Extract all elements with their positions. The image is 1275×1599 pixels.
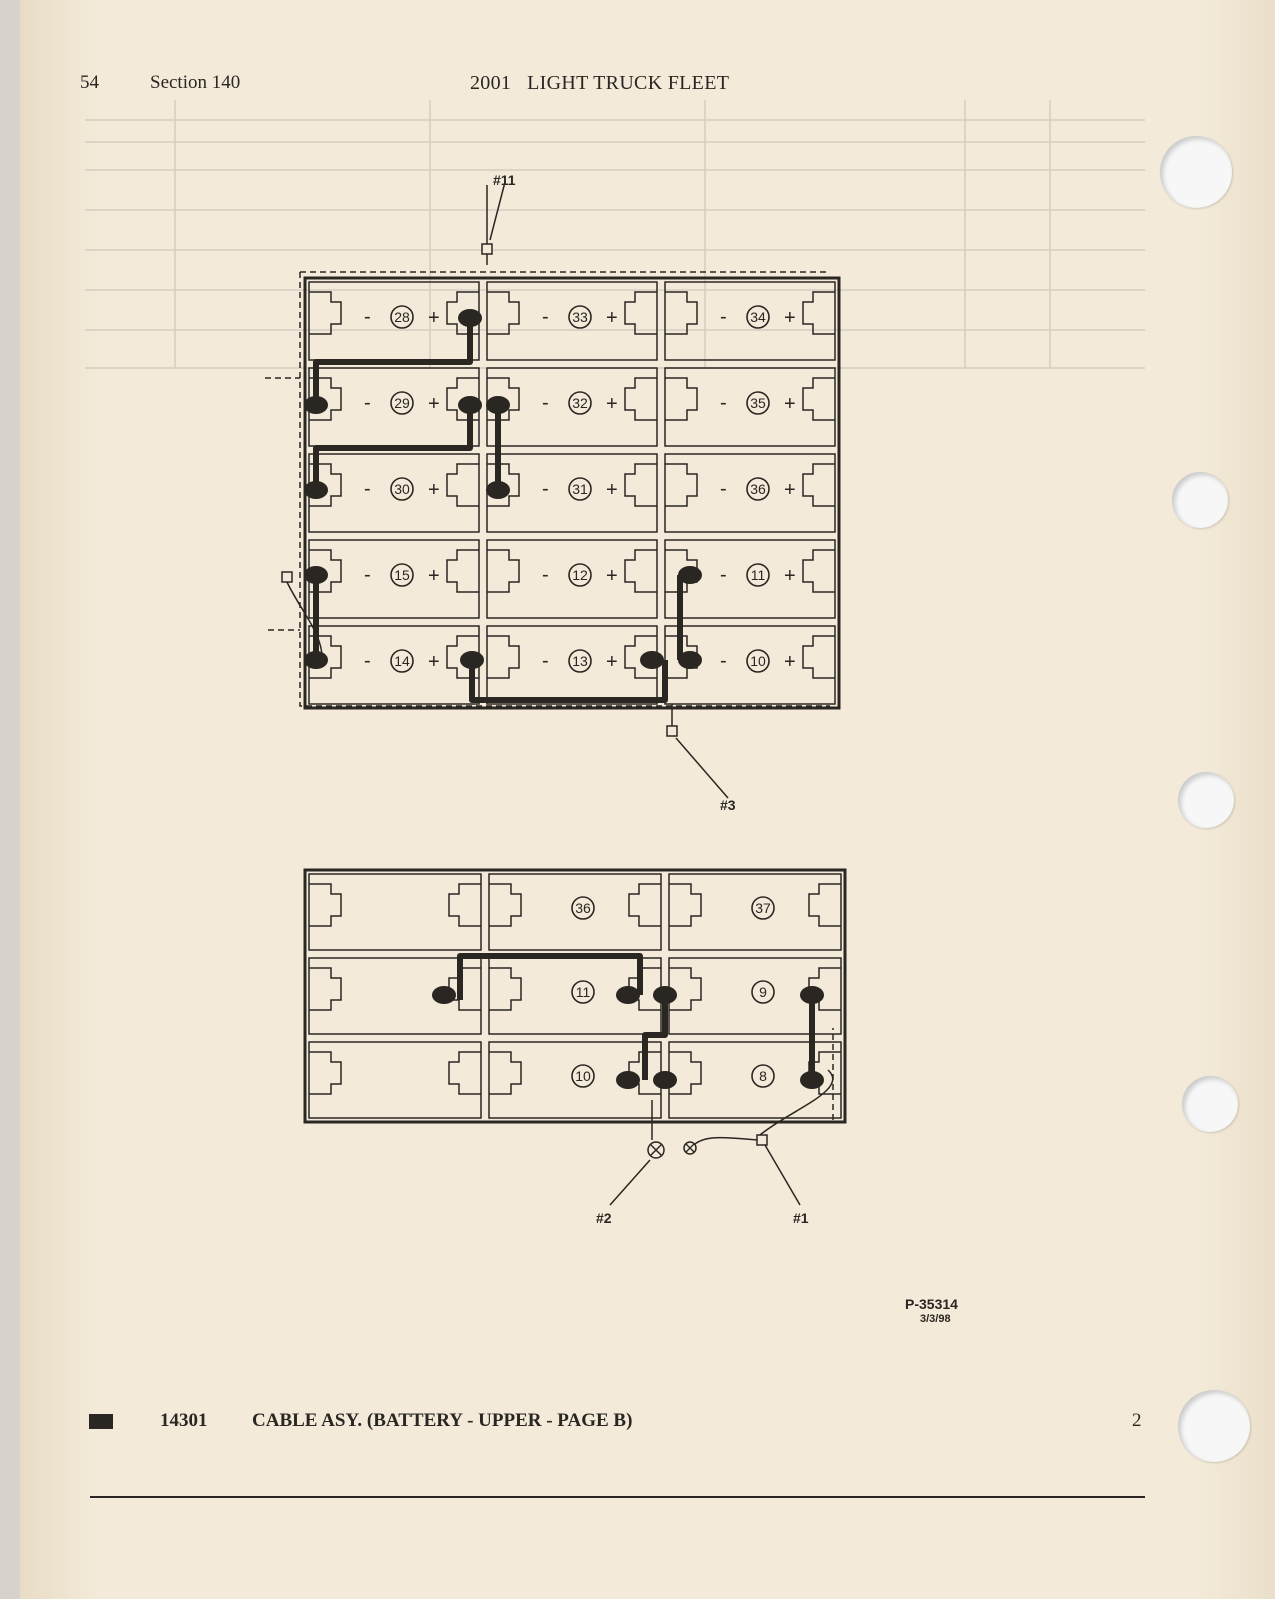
- terminal-clamp: [460, 651, 484, 669]
- terminal-notch: [309, 884, 341, 926]
- terminal-clamp: [616, 1071, 640, 1089]
- terminal-notch: [447, 464, 479, 506]
- polarity-minus: -: [720, 392, 727, 414]
- cell-number: 35: [750, 395, 766, 411]
- polarity-plus: +: [428, 393, 440, 415]
- cell-number: 36: [750, 481, 766, 497]
- terminal-notch: [625, 378, 657, 420]
- callout-2: #2: [596, 1210, 612, 1226]
- terminal-notch: [669, 884, 701, 926]
- footer-marker: [89, 1414, 113, 1429]
- terminal-notch: [803, 636, 835, 678]
- page-number: 54: [80, 72, 99, 93]
- figure-reference: P-35314: [905, 1296, 958, 1312]
- cell-number: 12: [572, 567, 588, 583]
- figure-date: 3/3/98: [920, 1313, 951, 1325]
- cable-path: [645, 995, 665, 1080]
- terminal-notch: [625, 550, 657, 592]
- page-title: 2001 LIGHT TRUCK FLEET: [470, 72, 730, 94]
- terminal-notch: [803, 378, 835, 420]
- terminal-clamp: [800, 986, 824, 1004]
- footer-part-code: 14301: [160, 1410, 208, 1431]
- polarity-minus: -: [542, 650, 549, 672]
- polarity-plus: +: [428, 479, 440, 501]
- terminal-notch: [803, 550, 835, 592]
- footer-title: CABLE ASY. (BATTERY - UPPER - PAGE B): [252, 1410, 633, 1431]
- section-label: Section 140: [150, 72, 241, 93]
- terminal-clamp: [800, 1071, 824, 1089]
- terminal-notch: [629, 884, 661, 926]
- polarity-plus: +: [784, 393, 796, 415]
- polarity-plus: +: [606, 393, 618, 415]
- battery-cell: [309, 1042, 481, 1118]
- terminal-clamp: [678, 651, 702, 669]
- polarity-minus: -: [364, 650, 371, 672]
- cell-number: 36: [575, 900, 591, 916]
- terminal-clamp: [458, 396, 482, 414]
- terminal-notch: [489, 884, 521, 926]
- cell-number: 13: [572, 653, 588, 669]
- terminal-clamp: [486, 481, 510, 499]
- connector-1: [757, 1135, 767, 1145]
- polarity-plus: +: [428, 307, 440, 329]
- terminal-notch: [449, 1052, 481, 1094]
- terminal-clamp: [678, 566, 702, 584]
- terminal-clamp: [653, 986, 677, 1004]
- cell-labels: [364, 306, 796, 1087]
- terminal-notch: [447, 550, 479, 592]
- polarity-minus: -: [364, 564, 371, 586]
- polarity-minus: -: [720, 306, 727, 328]
- terminal-notch: [665, 464, 697, 506]
- polarity-minus: -: [364, 306, 371, 328]
- terminal-notch: [309, 292, 341, 334]
- cable-path: [472, 660, 665, 700]
- polarity-minus: -: [720, 564, 727, 586]
- polarity-minus: -: [542, 306, 549, 328]
- terminal-notch: [665, 378, 697, 420]
- terminal-notch: [625, 464, 657, 506]
- cell-number: 10: [750, 653, 766, 669]
- terminal-notch: [489, 968, 521, 1010]
- terminal-clamp: [653, 1071, 677, 1089]
- polarity-plus: +: [784, 307, 796, 329]
- cell-number: 28: [394, 309, 410, 325]
- connector-11: [482, 244, 492, 254]
- cable-path: [460, 956, 640, 1000]
- terminal-clamp: [432, 986, 456, 1004]
- terminal-clamp: [304, 396, 328, 414]
- terminal-notch: [669, 1052, 701, 1094]
- terminal-notch: [489, 1052, 521, 1094]
- terminal-notch: [487, 292, 519, 334]
- cell-number: 11: [750, 567, 766, 583]
- cell-number: 9: [759, 984, 767, 1000]
- terminal-notch: [487, 550, 519, 592]
- footer-rule: [90, 1496, 1145, 1498]
- polarity-plus: +: [606, 651, 618, 673]
- terminal-notch: [449, 884, 481, 926]
- cell-number: 30: [394, 481, 410, 497]
- battery-cell: [309, 874, 481, 950]
- polarity-plus: +: [784, 565, 796, 587]
- polarity-minus: -: [364, 478, 371, 500]
- terminal-clamp: [616, 986, 640, 1004]
- terminal-notch: [487, 636, 519, 678]
- terminal-notch: [449, 968, 481, 1010]
- polarity-plus: +: [428, 651, 440, 673]
- polarity-plus: +: [784, 479, 796, 501]
- connector-3: [667, 726, 677, 736]
- lead-2-1: [610, 1100, 800, 1205]
- terminal-clamp: [304, 566, 328, 584]
- cell-number: 15: [394, 567, 410, 583]
- cell-number: 10: [575, 1068, 591, 1084]
- terminal-clamp: [304, 481, 328, 499]
- cell-number: 14: [394, 653, 410, 669]
- cell-number: 33: [572, 309, 588, 325]
- cell-number: 11: [575, 984, 591, 1000]
- polarity-plus: +: [606, 479, 618, 501]
- terminal-clamp: [304, 651, 328, 669]
- cell-number: 31: [572, 481, 588, 497]
- terminal-notch: [625, 292, 657, 334]
- cable-paths: [282, 182, 833, 1205]
- terminal-clamp: [486, 396, 510, 414]
- cell-number: 29: [394, 395, 410, 411]
- cell-number: 34: [750, 309, 766, 325]
- cell-number: 8: [759, 1068, 767, 1084]
- terminal-notch: [309, 1052, 341, 1094]
- terminal-notch: [309, 968, 341, 1010]
- terminal-clamp: [458, 309, 482, 327]
- polarity-minus: -: [542, 392, 549, 414]
- callout-3: #3: [720, 797, 736, 813]
- polarity-minus: -: [542, 478, 549, 500]
- callout-1: #1: [793, 1210, 809, 1226]
- terminal-notch: [809, 884, 841, 926]
- polarity-plus: +: [428, 565, 440, 587]
- footer-page-number: 2: [1132, 1410, 1142, 1431]
- callout-11: #11: [493, 172, 516, 188]
- connector-left: [282, 572, 292, 582]
- polarity-plus: +: [606, 307, 618, 329]
- terminal-notch: [803, 464, 835, 506]
- cell-number: 37: [755, 900, 771, 916]
- polarity-minus: -: [720, 478, 727, 500]
- terminal-clamp: [640, 651, 664, 669]
- polarity-minus: -: [542, 564, 549, 586]
- polarity-minus: -: [364, 392, 371, 414]
- terminal-notch: [665, 292, 697, 334]
- polarity-minus: -: [720, 650, 727, 672]
- lead-3: [672, 704, 728, 798]
- polarity-plus: +: [606, 565, 618, 587]
- cell-number: 32: [572, 395, 588, 411]
- polarity-plus: +: [784, 651, 796, 673]
- terminal-notch: [803, 292, 835, 334]
